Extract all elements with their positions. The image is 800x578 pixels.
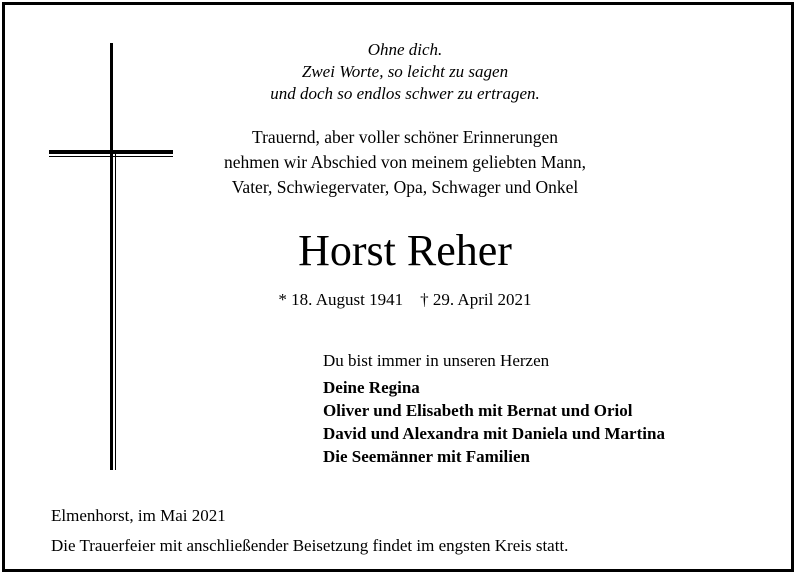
mourner-name: David und Alexandra mit Daniela und Martina <box>323 424 665 443</box>
place-date: Elmenhorst, im Mai 2021 <box>51 506 226 525</box>
life-dates <box>205 289 605 311</box>
poem-line: Ohne dich. <box>367 40 443 59</box>
poem-line: und doch so endlos schwer zu ertragen. <box>270 84 540 103</box>
mourners-heading: Du bist immer in unseren Herzen <box>323 351 550 370</box>
birth-date: * 18. August 1941 <box>278 290 404 309</box>
intro-text <box>165 125 645 200</box>
mourner-name: Die Seemänner mit Familien <box>323 447 530 466</box>
poem-line: Zwei Worte, so leicht zu sagen <box>301 62 509 81</box>
funeral-note: Die Trauerfeier mit anschließender Beisetzung findet im engsten Kreis statt. <box>51 536 569 555</box>
death-date: † 29. April 2021 <box>420 290 532 309</box>
mourner-name: Oliver und Elisabeth mit Bernat und Oriol <box>323 401 633 420</box>
mourners-block <box>323 349 783 468</box>
intro-line: Vater, Schwiegervater, Opa, Schwager und Onkel <box>231 177 579 197</box>
footer <box>51 501 771 561</box>
intro-line: nehmen wir Abschied von meinem geliebten Mann, <box>223 152 587 172</box>
cross-icon <box>49 43 179 473</box>
mourner-name: Deine Regina <box>323 378 420 397</box>
obituary-notice <box>2 2 794 572</box>
deceased-name: Horst Reher <box>298 226 512 275</box>
poem <box>205 39 605 105</box>
intro-line: Trauernd, aber voller schöner Erinnerungen <box>252 127 558 147</box>
